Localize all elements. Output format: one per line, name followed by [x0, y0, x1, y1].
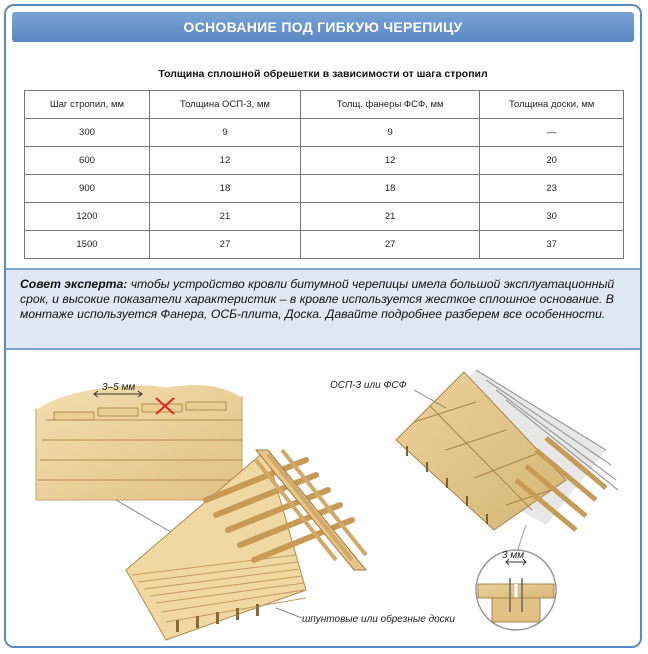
table-cell: 900	[25, 175, 150, 203]
table-cell: 20	[480, 147, 624, 175]
table-cell: 37	[480, 231, 624, 259]
table-cell: 600	[25, 147, 150, 175]
thickness-table	[24, 90, 624, 259]
advice-lead: Совет эксперта:	[20, 277, 128, 291]
table-cell: 30	[480, 203, 624, 231]
column-header: Толщина ОСП-3, мм	[149, 91, 300, 119]
table-cell: 18	[301, 175, 480, 203]
boards-label: шпунтовые или обрезные доски	[302, 614, 455, 625]
table-cell: 27	[149, 231, 300, 259]
column-header: Шаг стропил, мм	[25, 91, 150, 119]
table-cell: 12	[301, 147, 480, 175]
osb-label: ОСП-3 или ФСФ	[330, 380, 407, 391]
page-title: ОСНОВАНИЕ ПОД ГИБКУЮ ЧЕРЕПИЦУ	[12, 12, 634, 42]
column-header: Толщина доски, мм	[480, 91, 624, 119]
table-cell: —	[480, 119, 624, 147]
osb-roof	[330, 370, 618, 530]
table-cell: 9	[301, 119, 480, 147]
table-cell: 27	[301, 231, 480, 259]
column-header: Толщ. фанеры ФСФ, мм	[301, 91, 480, 119]
table-cell: 23	[480, 175, 624, 203]
gap-label: 3–5 мм	[102, 382, 136, 393]
table-cell: 9	[149, 119, 300, 147]
table-cell: 1200	[25, 203, 150, 231]
table-row	[25, 147, 624, 175]
expert-advice	[6, 268, 640, 350]
table-cell: 21	[149, 203, 300, 231]
table-cell: 300	[25, 119, 150, 147]
table-cell: 21	[301, 203, 480, 231]
advice-text: чтобы устройство кровли битумной черепицы имела большой эксплуатационный срок, и высокие показатели характеристик – в кровле используется жесткое сплошное основание. В монтаже используется Фанера, ОСБ-плита, Доска. Давайте подробнее разберем все особенности.	[20, 277, 615, 321]
table-row	[25, 231, 624, 259]
gap2-label: 3 мм	[502, 550, 525, 561]
table-cell: 1500	[25, 231, 150, 259]
table-row	[25, 119, 624, 147]
table-row	[25, 203, 624, 231]
table-header-row	[25, 91, 624, 119]
table-cell: 18	[149, 175, 300, 203]
table-row	[25, 175, 624, 203]
gap-zoom-detail	[476, 525, 556, 630]
roof-illustration	[6, 350, 640, 646]
table-caption: Толщина сплошной обрешетки в зависимости от шага стропил	[158, 68, 488, 80]
infographic-card	[4, 4, 642, 648]
table-cell: 12	[149, 147, 300, 175]
